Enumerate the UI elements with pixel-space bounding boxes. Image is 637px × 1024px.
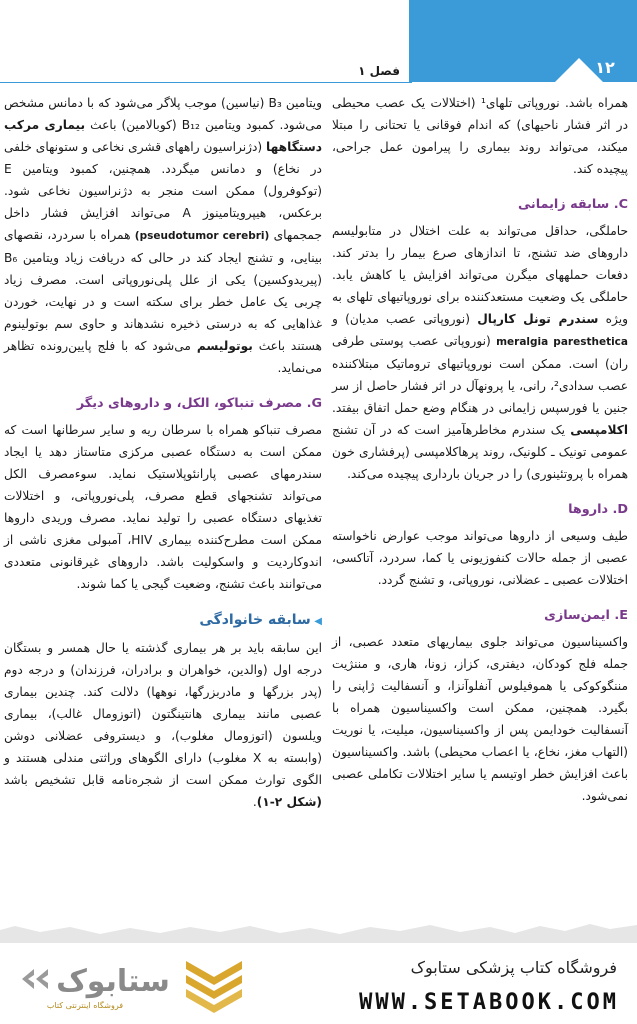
chapter-label: فصل ۱ [358, 64, 400, 78]
intro-paragraph: همراه باشد. نوروپاتی تلهای¹ (اختلالات یک عصب محیطی در اثر فشار ناحیهای) که اندام فوقانی یا تحتانی را مبتلا میکند، می‌تواند روند بیماری را پیرامون عمل جراحی، پیچیده کند. [332, 96, 629, 176]
right-column [332, 92, 628, 815]
header-rule [0, 82, 412, 83]
section-d-text: طیف وسیعی از داروها می‌تواند موجب عوارض ناخواسته عصبی از جمله حالات کنفوزیونی یا کما، سردرد، آتاکسی، اختلالات عصبی ـ عضلانی، نوروپاتی، و تشنج گردد. [332, 529, 628, 587]
family-history-title: ◀ سابقه خانوادگی [4, 609, 322, 633]
bold-term: meralgia paresthetica [496, 336, 628, 348]
left-column [4, 92, 322, 821]
section-d-title: D. داروها [568, 502, 628, 517]
store-url[interactable]: WWW.SETABOOK.COM [359, 990, 619, 1015]
logo-subtitle: فروشگاه اینترنتی کتاب [46, 1001, 124, 1010]
bold-term: بوتولیسم [196, 339, 253, 353]
figure-reference: (شکل ۲-۱) [256, 795, 322, 809]
section-g-title: G. مصرف تنباکو، الکل، و داروهای دیگر [76, 396, 322, 411]
section-c-text [332, 220, 628, 485]
arrows-icon [22, 969, 48, 989]
section-g-text: مصرف تنباکو همراه با سرطان ریه و سایر سرطانها است که ممکن است به دستگاه عصبی مرکزی متاستاز دهد یا ایجاد سندرمهای عصبی پارانئوپلاستیک نماید. سوءمصرف الکل می‌تواند تشنجهای قطع مصرف، پلی‌نوروپاتی، و اختلالات تغذیهای دستگاه عصبی را تولید نماید. مصرف وریدی داروها ممکن است مطرح‌کننده بیماری HIV، آمبولی مغزی ناشی از اندوکاردیت و واسکولیت باشد. داروهای غیرقانونی متعددی می‌توانند باعث تشنج، وضعیت گیجی یا کما شوند. [4, 423, 322, 591]
bold-term: (pseudotumor cerebri) [134, 230, 270, 242]
text-run: (نوروپاتی عصب مدیان) و [332, 312, 478, 326]
text-run: (نوروپاتی عصب پوستی طرفی ران) است. ممکن است نوروپاتیهای تروماتیک مبتلاکننده عصب سدادی²، رانی، یا پرونهآل در اثر فشار حاصل از سر جنین یا فورسپس زایمانی در هنگام وضع حمل اتفاق بیفتد. [332, 334, 628, 415]
section-e-title: E. ایمن‌سازی [544, 608, 628, 623]
text-run: . [252, 795, 257, 809]
book-chevron-icon [186, 961, 242, 1013]
bold-term: اکلامپسی [570, 423, 628, 437]
bold-term: سندرم تونل کارپال [477, 312, 599, 326]
text-run: همراه با سردرد، نقصهای بینایی، و تشنج ایجاد کند در حالی که دریافت زیاد ویتامین B₆ (پیریدوکسین) یکی از علل پلی‌نوروپاتی است. مصرف زیاد چربی یک عامل خطر برای سکته است و در نهایت، خوردن غذاهایی که به درستی ذخیره نشدهاند و حاوی سم بوتولینوم هستند باعث [4, 228, 322, 353]
text-run: ویتامین B₃ (نیاسین) موجب پلاگر می‌شود که با دمانس مشخص می‌شود. کمبود ویتامین B₁₂ (کوبالامین) باعث [4, 96, 322, 132]
section-e-text: واکسیناسیون می‌تواند جلوی بیماریهای متعدد عصبی، از جمله فلج کودکان، دیفتری، کزاز، زونا، هاری، و مننژیت مننگوکوکی یا هموفیلوس آنفلوآنزا، و آنسفالیت ژاپنی را بگیرد. همچنین، ممکن است واکسیناسیون همراه با آنسفالیت خودایمن پس از واکسیناسیون، میلیت، یا نوریت (التهاب مغز، نخاع، یا اعصاب محیطی) باشد. واکسیناسیون باعث افزایش خطر اوتیسم یا سایر اختلالات تکاملی عصبی نمی‌شود. [332, 635, 628, 803]
store-name: فروشگاه کتاب پزشکی ستابوک [410, 958, 617, 977]
section-c-title: C. سابقه زایمانی [517, 197, 628, 212]
text-run: می‌شود که با فلج پایین‌رونده تظاهر می‌نماید. [4, 339, 322, 375]
page-number: ۱۲ [595, 58, 615, 77]
text-run: این سابقه باید بر هر بیماری گذشته یا حال همسر و بستگان درجه اول (والدین، خواهران و برادران، فرزندان) و درجه دوم (پدر بزرگها و مادربزرگها، نوهها) دلالت کند. چندین بیماری عصبی مانند بیماری هانتینگتون (اتوزومال غالب)، بیماری ویلسون (اتوزومال مغلوب)، و دیستروفی عضلانی دوشن (وابسته به X مغلوب) دارای الگوهای وراثتی مندلی هستند و الگوی توارث ممکن است از شجره‌نامه قابل تشخیص باشد [4, 641, 322, 787]
text-run: حاملگی، حداقل می‌تواند به علت اختلال در متابولیسم داروهای ضد تشنج، تا اندازهای صرع بیمار را بدتر کند. دفعات حملههای میگرن می‌تواند افزایش یا کاهش یابد. حاملگی یک وضعیت مستعدکننده برای نوروپاتیهای تلهای به ویژه [332, 224, 629, 326]
bold-term: بیماری مرکب دستگاهها [4, 118, 322, 154]
logo-wordmark: ستابوک [56, 964, 170, 999]
text-run: یک سندرم مخاطرهآمیز است که در آن تشنج عمومی تونیک ـ کلونیک، روند پرهاکلامپسی (پرفشاری خون همراه با پروتئینوری) را در جریان بارداری پیچیده می‌کند. [332, 423, 628, 481]
vitamin-paragraph [4, 92, 322, 379]
family-history-text [4, 637, 322, 813]
text-run: (دژنراسیون راههای قشری نخاعی و ستونهای خلفی در نخاع) و دمانس میگردد. همچنین، کمبود ویتامین E (توکوفرول) ممکن است منجر به دژنراسیون نخاعی شود. برعکس، هیپرویتامینوز A می‌تواند افزایش فشار داخل جمجمهای [4, 140, 322, 242]
torn-edge [0, 915, 637, 943]
